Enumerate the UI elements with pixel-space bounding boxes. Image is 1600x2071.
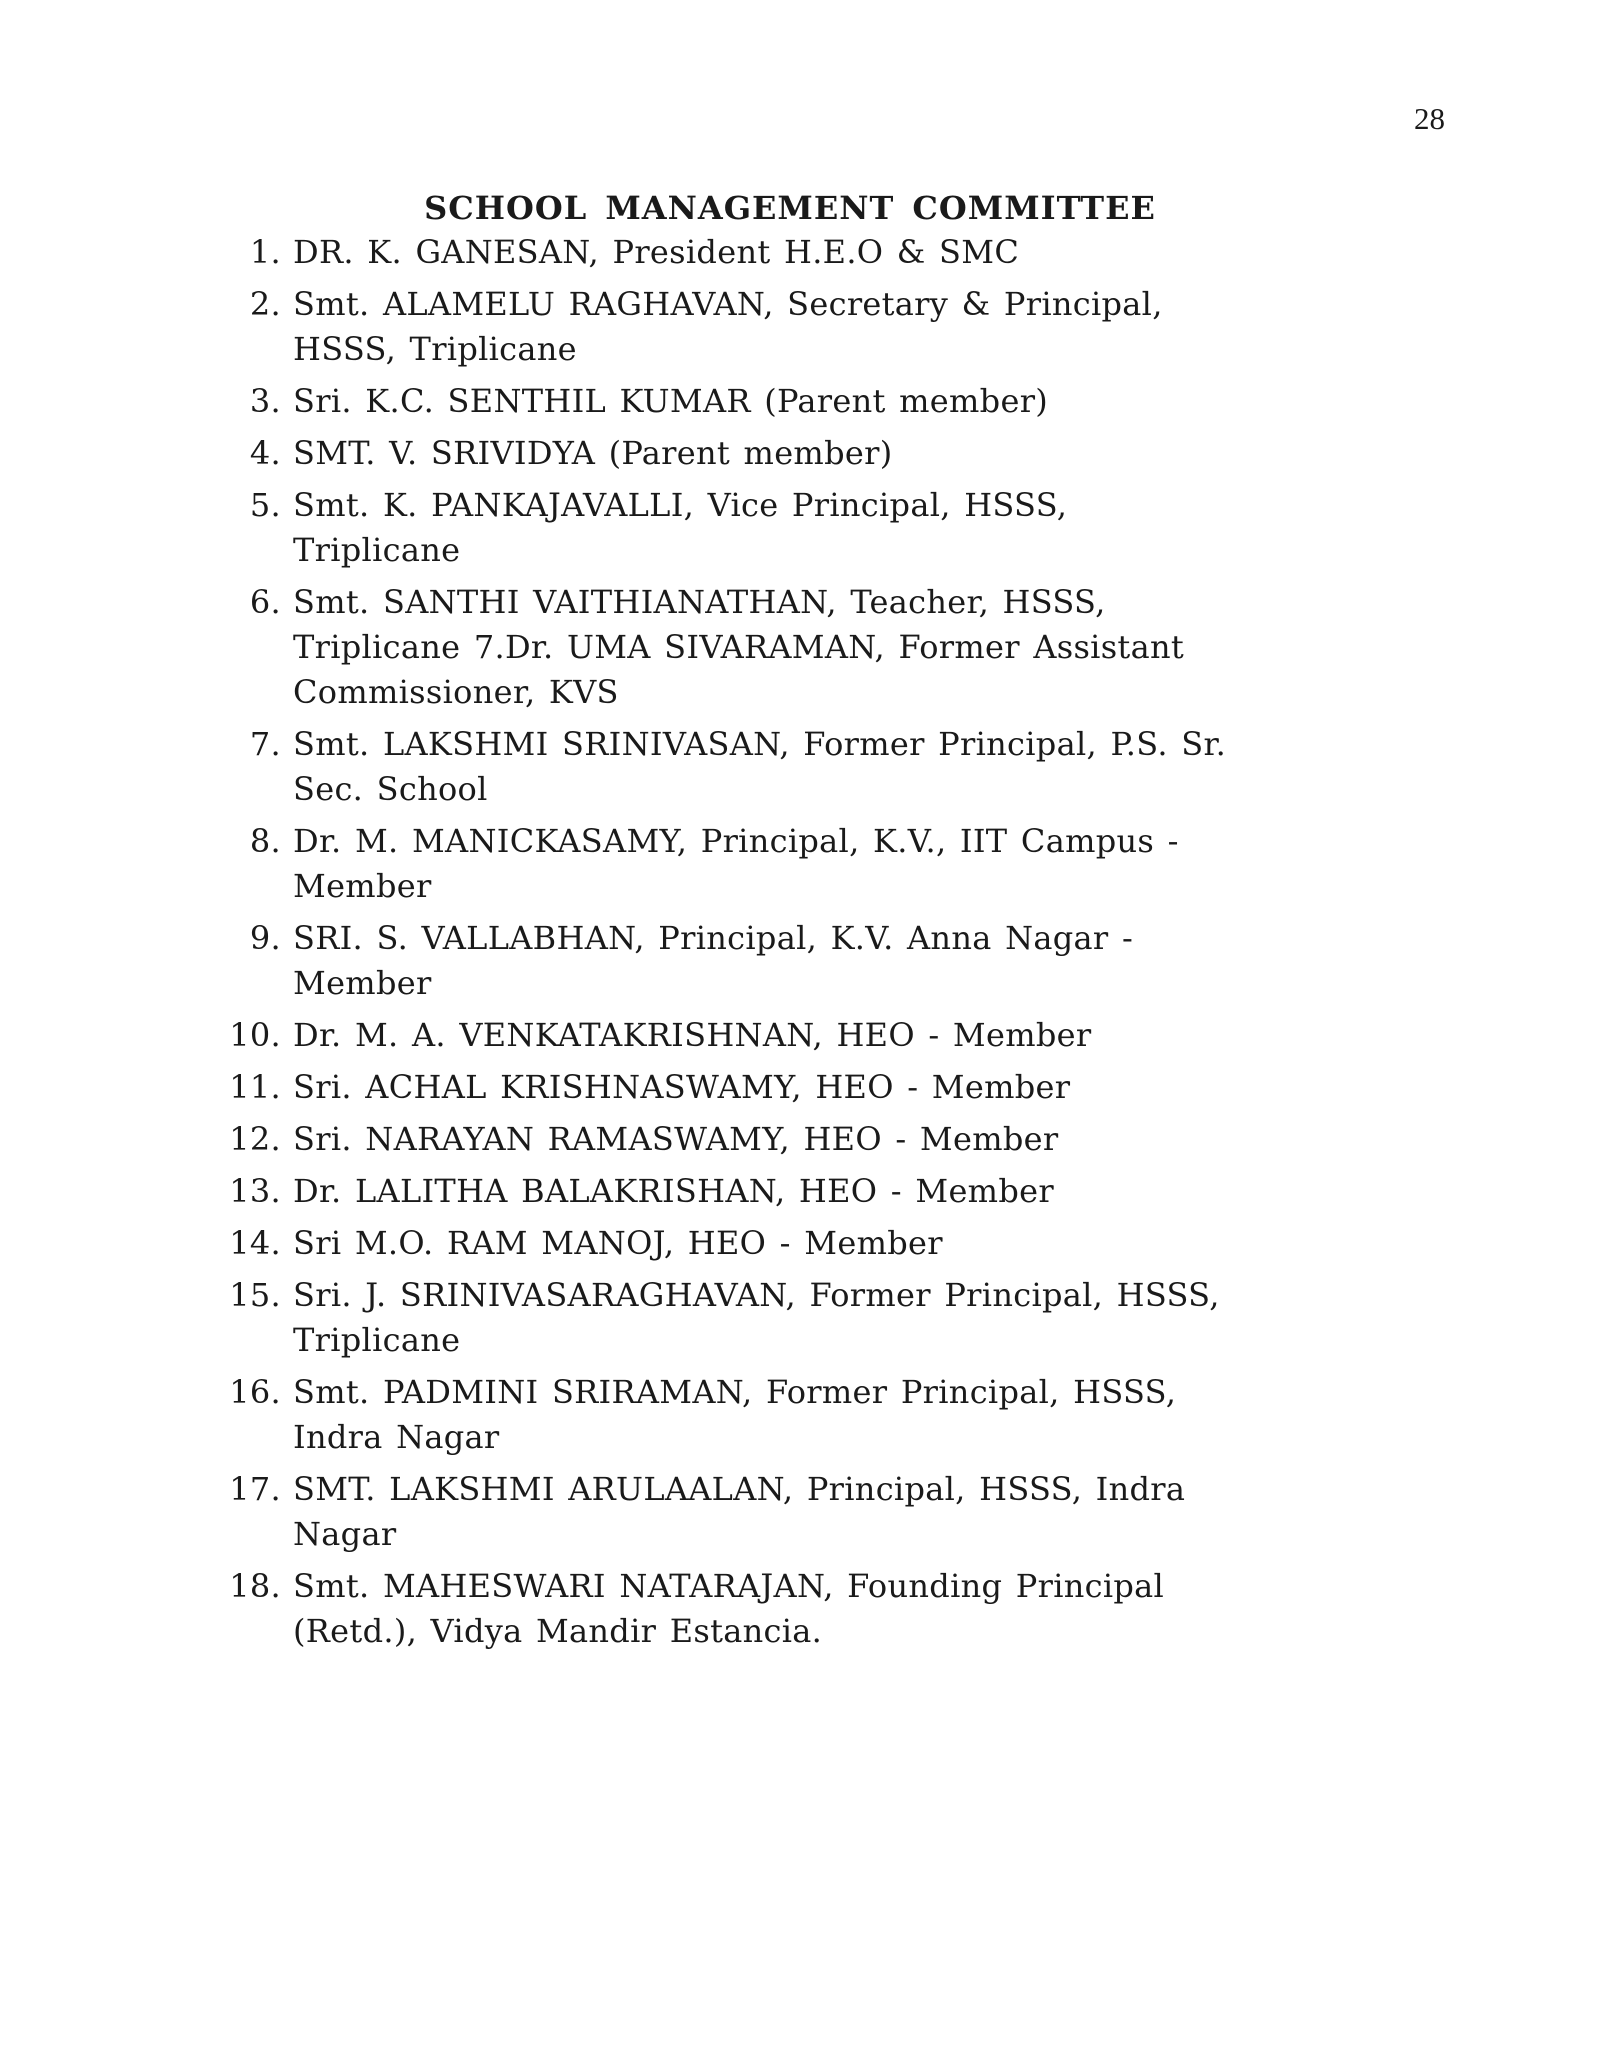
page-number: 28 — [1414, 101, 1445, 136]
list-item — [223, 282, 1423, 372]
item-number: 3. — [249, 382, 281, 420]
item-number: 8. — [249, 822, 281, 860]
item-text: Sri. ACHAL KRISHNASWAMY, HEO - Member — [293, 1068, 1071, 1106]
list-item — [223, 1273, 1423, 1363]
item-number: 16. — [229, 1373, 281, 1411]
list-item — [223, 379, 1423, 424]
member-list — [223, 230, 1423, 1661]
item-text: SRI. S. VALLABHAN, Principal, K.V. Anna Nagar - Member — [293, 919, 1134, 1002]
list-item — [223, 1013, 1423, 1058]
list-item — [223, 431, 1423, 476]
item-number: 5. — [249, 486, 281, 524]
item-text: Dr. LALITHA BALAKRISHAN, HEO - Member — [293, 1172, 1054, 1210]
list-item — [223, 1467, 1423, 1557]
list-item — [223, 1169, 1423, 1214]
item-number: 13. — [229, 1172, 281, 1210]
list-item — [223, 1117, 1423, 1162]
item-number: 7. — [249, 725, 281, 763]
item-number: 1. — [249, 233, 281, 271]
list-item — [223, 1065, 1423, 1110]
item-text: Sri. NARAYAN RAMASWAMY, HEO - Member — [293, 1120, 1059, 1158]
item-number: 11. — [229, 1068, 281, 1106]
page-title: SCHOOL MANAGEMENT COMMITTEE — [424, 189, 1156, 227]
item-text: SMT. V. SRIVIDYA (Parent member) — [293, 434, 893, 472]
item-number: 17. — [229, 1470, 281, 1508]
list-item — [223, 722, 1423, 812]
item-text: DR. K. GANESAN, President H.E.O & SMC — [293, 233, 1020, 271]
list-item — [223, 580, 1423, 715]
item-number: 18. — [229, 1567, 281, 1605]
item-text: Sri. J. SRINIVASARAGHAVAN, Former Principal, HSSS, Triplicane — [293, 1276, 1220, 1359]
item-number: 4. — [249, 434, 281, 472]
list-item — [223, 1370, 1423, 1460]
list-item — [223, 483, 1423, 573]
item-number: 12. — [229, 1120, 281, 1158]
item-text: SMT. LAKSHMI ARULAALAN, Principal, HSSS, Indra Nagar — [293, 1470, 1186, 1553]
item-number: 2. — [249, 285, 281, 323]
list-item — [223, 819, 1423, 909]
item-text: Smt. LAKSHMI SRINIVASAN, Former Principal, P.S. Sr. Sec. School — [293, 725, 1227, 808]
item-text: Sri. K.C. SENTHIL KUMAR (Parent member) — [293, 382, 1049, 420]
item-text: Dr. M. A. VENKATAKRISHNAN, HEO - Member — [293, 1016, 1092, 1054]
item-text: Smt. K. PANKAJAVALLI, Vice Principal, HSSS, Triplicane — [293, 486, 1068, 569]
item-number: 9. — [249, 919, 281, 957]
item-text: Smt. PADMINI SRIRAMAN, Former Principal, HSSS, Indra Nagar — [293, 1373, 1177, 1456]
list-item — [223, 1221, 1423, 1266]
item-text: Smt. MAHESWARI NATARAJAN, Founding Principal (Retd.), Vidya Mandir Estancia. — [293, 1567, 1165, 1650]
list-item — [223, 916, 1423, 1006]
item-text: Sri M.O. RAM MANOJ, HEO - Member — [293, 1224, 943, 1262]
list-item — [223, 230, 1423, 275]
item-number: 15. — [229, 1276, 281, 1314]
list-item — [223, 1564, 1423, 1654]
item-number: 6. — [249, 583, 281, 621]
item-text: Dr. M. MANICKASAMY, Principal, K.V., IIT Campus - Member — [293, 822, 1179, 905]
item-text: Smt. SANTHI VAITHIANATHAN, Teacher, HSSS, Triplicane 7.Dr. UMA SIVARAMAN, Former Assistant Commissioner, KVS — [293, 583, 1185, 711]
item-number: 10. — [229, 1016, 281, 1054]
item-text: Smt. ALAMELU RAGHAVAN, Secretary & Principal, HSSS, Triplicane — [293, 285, 1163, 368]
item-number: 14. — [229, 1224, 281, 1262]
